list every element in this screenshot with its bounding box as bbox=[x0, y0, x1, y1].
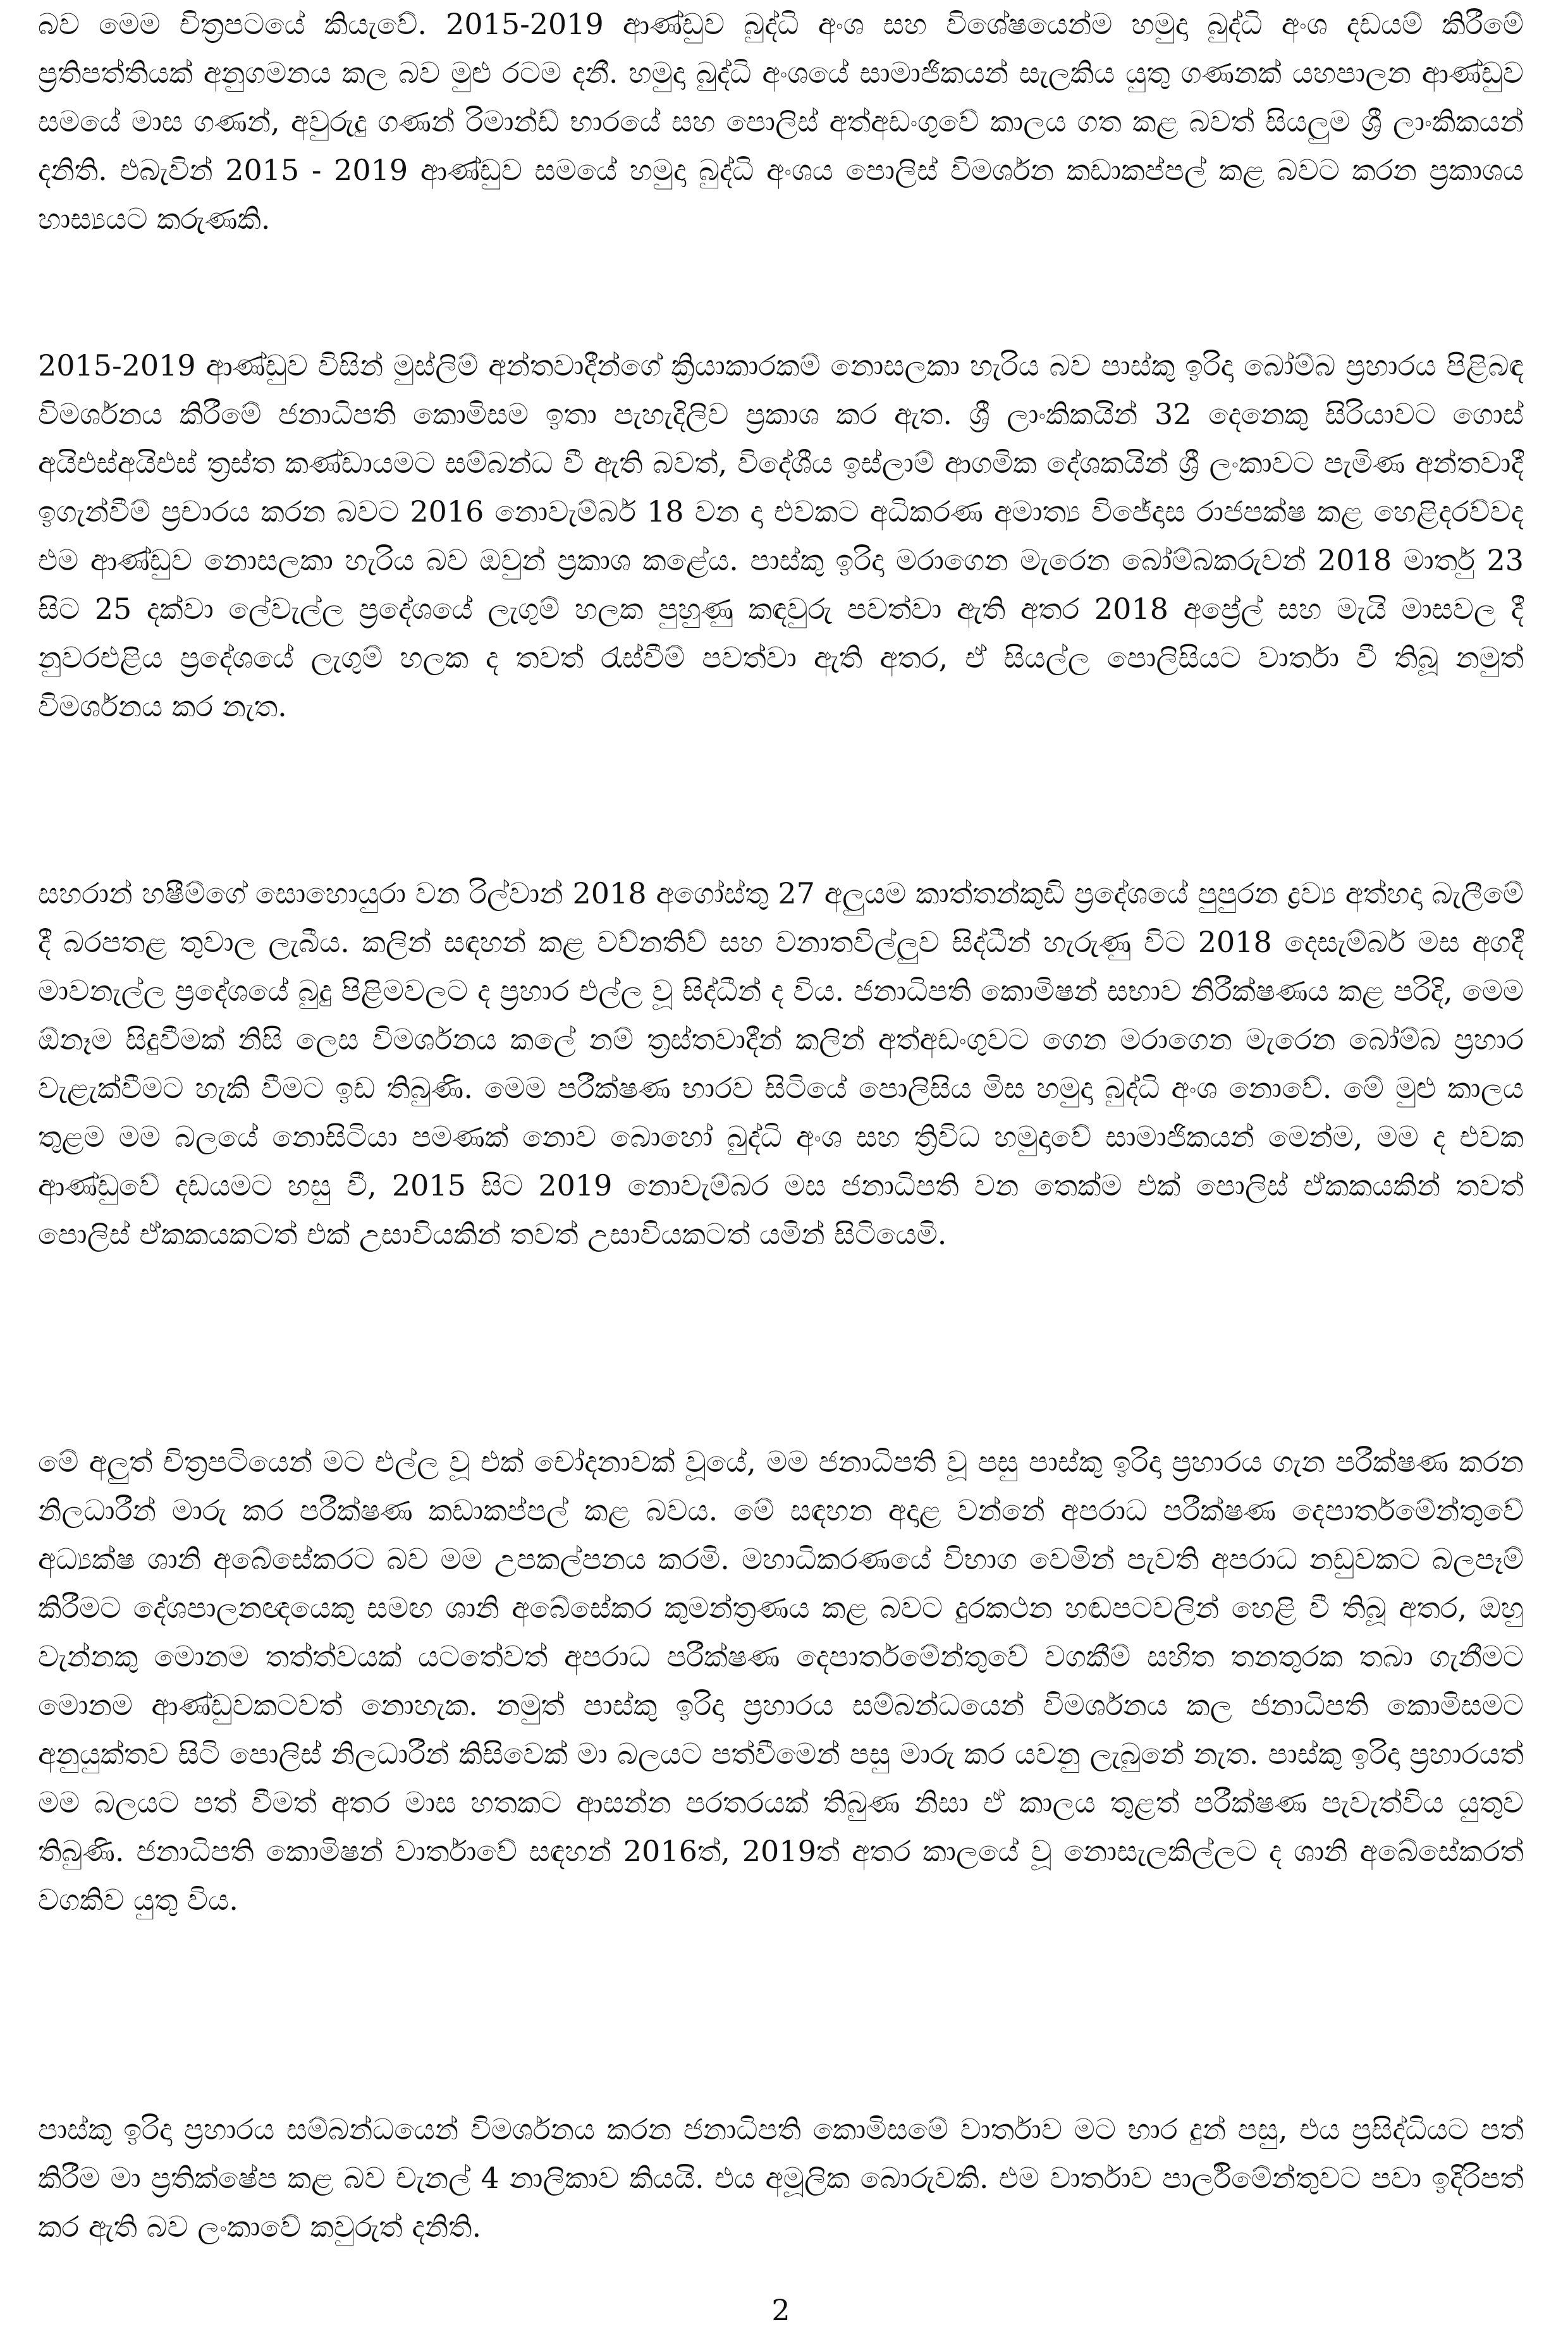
page-number: 2 bbox=[771, 2293, 790, 2327]
document-page bbox=[38, 0, 1524, 2348]
paragraph-3: සහරාන් හෂීම්ගේ සොහොයුරා වන රිල්වාන් 2018 අගෝස්තු 27 අලුයම කාත්තන්කුඩි ප්‍රදේශයේ පුපුරන ද්‍රව්‍ය අත්හදා බැලීමේ දී බරපතළ තුවාල ලැබීය. කලින් සඳහන් කළ වව්නතිව් සහ වනාතවිල්ලුව සිද්ධීන් හැරුණු විට 2018 දෙසැම්බර් මස අගදී මාවනැල්ල ප්‍රදේශයේ බුදු පිළිමවලට ද ප්‍රහාර එල්ල වූ සිද්ධීන් ද විය. ජනාධිපති කොමිෂන් සභාව නිරීක්ෂණය කළ පරිදි, මෙම ඕනෑම සිදුවීමක් නිසි ලෙස විමර්ශනය කලේ නම් ත්‍රස්තවාදීන් කලින් අත්අඩංගුවට ගෙන මරාගෙන මැරෙන බෝම්බ ප්‍රහාර වැළැක්වීමට හැකි වීමට ඉඩ තිබුණි. මෙම පරීක්ෂණ භාරව සිටියේ පොලිසිය මිස හමුදා බුද්ධි අංශ නොවේ. මේ මුළු කාලය තුළම මම බලයේ නොසිටියා පමණක් නොව බොහෝ බුද්ධි අංශ සහ ත්‍රිවිධ හමුදාවේ සාමාජිකයන් මෙන්ම, මම ද එවක ආණ්ඩුවේ දඩයමට හසු වී, 2015 සිට 2019 නොවැම්බර මස ජනාධිපති වන තෙක්ම එක් පොලිස් ඒකකයකින් තවත් පොලිස් ඒකකයකටත් එක් උසාවියකින් තවත් උසාවියකටත් යමින් සිටියෙමි. bbox=[38, 876, 1524, 1251]
paragraph-5: පාස්කු ඉරිදා ප්‍රහාරය සම්බන්ධයෙන් විමර්ශනය කරන ජනාධිපති කොමිසමේ වාර්තාව මට භාර දුන් පසු, එය ප්‍රසිද්ධියට පත් කිරීම මා ප්‍රතික්ෂේප කළ බව චැනල් 4 නාලිකාව කියයි. එය අමූලික බොරුවකි. එම වාර්තාව පාර්ලිමේන්තුවට පවා ඉදිරිපත් කර ඇති බව ලංකාවේ කවුරුත් දනිති. bbox=[38, 2112, 1524, 2244]
paragraph-2: 2015-2019 ආණ්ඩුව විසින් මුස්ලිම් අන්තවාදීන්ගේ ක්‍රියාකාරකම් නොසලකා හැරිය බව පාස්කු ඉරිදා බෝම්බ ප්‍රහාරය පිළිබඳ විමර්ශනය කිරීමේ ජනාධිපති කොමිසම ඉතා පැහැදිලිව ප්‍රකාශ කර ඇත. ශ්‍රී ලාංකිකයින් 32 දෙනෙකු සිරියාවට ගොස් අයිඑස්අයිඑස් ත්‍රස්ත කණ්ඩායමට සම්බන්ධ වී ඇති බවත්, විදේශීය ඉස්ලාම් ආගමික දේශකයින් ශ්‍රී ලංකාවට පැමිණ අන්තවාදී ඉගැන්වීම් ප්‍රචාරය කරන බවට 2016 නොවැම්බර් 18 වන දා එවකට අධිකරණ අමාත්‍ය විජේදාස රාජපක්ෂ කළ හෙළිදරව්වද එම ආණ්ඩුව නොසලකා හැරිය බව ඔවුන් ප්‍රකාශ කළේය. පාස්කු ඉරිදා මරාගෙන මැරෙන බෝම්බකරුවන් 2018 මාර්තු 23 සිට 25 දක්වා ලේවැල්ල ප්‍රදේශයේ ලැගුම් හලක පුහුණු කඳවුරු පවත්වා ඇති අතර 2018 අප්‍රේල් සහ මැයි මාසවල දී නුවරඑළිය ප්‍රදේශයේ ලැගුම් හලක ද තවත් රැස්වීම් පවත්වා ඇති අතර, ඒ සියල්ල පොලිසියට වාර්තා වී තිබූ නමුත් විමර්ශනය කර නැත. bbox=[38, 348, 1524, 723]
paragraph-1: බව මෙම චිත්‍රපටයේ කියැවේ. 2015-2019 ආණ්ඩුව බුද්ධි අංශ සහ විශේෂයෙන්ම හමුදා බුද්ධි අංශ දඩයම් කිරීමේ ප්‍රතිපත්තියක් අනුගමනය කල බව මුළු රටම දනී. හමුදා බුද්ධි අංශයේ සාමාජිකයන් සැලකිය යුතු ගණනක් යහපාලන ආණ්ඩුව සමයේ මාස ගණන්, අවුරුදු ගණන් රිමාන්ඩ් භාරයේ සහ පොලිස් අත්අඩංගුවේ කාලය ගත කළ බවත් සියලුම ශ්‍රී ලාංකිකයන් දනිති. එබැවින් 2015 - 2019 ආණ්ඩුව සමයේ හමුදා බුද්ධි අංශය පොලිස් විමර්ශන කඩාකප්පල් කළ බවට කරන ප්‍රකාශය හාස්‍යයට කරුණකි. bbox=[38, 7, 1524, 236]
paragraph-4: මේ අලුත් චිත්‍රපටියෙන් මට එල්ල වූ එක් චෝදනාවක් වූයේ, මම ජනාධිපති වූ පසු පාස්කු ඉරිදා ප්‍රහාරය ගැන පරීක්ෂණ කරන නිලධාරීන් මාරු කර පරීක්ෂණ කඩාකප්පල් කළ බවය. මේ සඳහන අදාළ වන්නේ අපරාධ පරීක්ෂණ දෙපාර්තමේන්තුවේ අධ්‍යක්ෂ ශානි අබේසේකරට බව මම උපකල්පනය කරමි. මහාධිකරණයේ විභාග වෙමින් පැවති අපරාධ නඩුවකට බලපෑම් කිරීමට දේශපාලනඥයෙකු සමඟ ශානි අබේසේකර කුමන්ත්‍රණය කළ බවට දුරකථන හඬපටවලින් හෙළි වී තිබූ අතර, ඔහු වැන්නකු මොනම තත්ත්වයක් යටතේවත් අපරාධ පරීක්ෂණ දෙපාර්තමේන්තුවේ වගකීම් සහිත තනතුරක තබා ගැනීමට මොනම ආණ්ඩුවකටවත් නොහැක. නමුත් පාස්කු ඉරිදා ප්‍රහාරය සම්බන්ධයෙන් විමර්ශනය කල ජනාධිපති කොමිසමට අනුයුක්තව සිටි පොලිස් නිලධාරීන් කිසිවෙක් මා බලයට පත්වීමෙන් පසු මාරු කර යවනු ලැබුනේ නැත. පාස්කු ඉරිදා ප්‍රහාරයත් මම බලයට පත් වීමත් අතර මාස හතකට ආසන්න පරතරයක් තිබුණ නිසා ඒ කාලය තුළත් පරීක්ෂණ පැවැත්විය යුතුව තිබුණි. ජනාධිපති කොමිෂන් වාර්තාවේ සඳහන් 2016ත්, 2019ත් අතර කාලයේ වූ නොසැලකිල්ලට ද ශානි අබේසේකරත් වගකිව යුතු විය. bbox=[38, 1445, 1524, 1917]
